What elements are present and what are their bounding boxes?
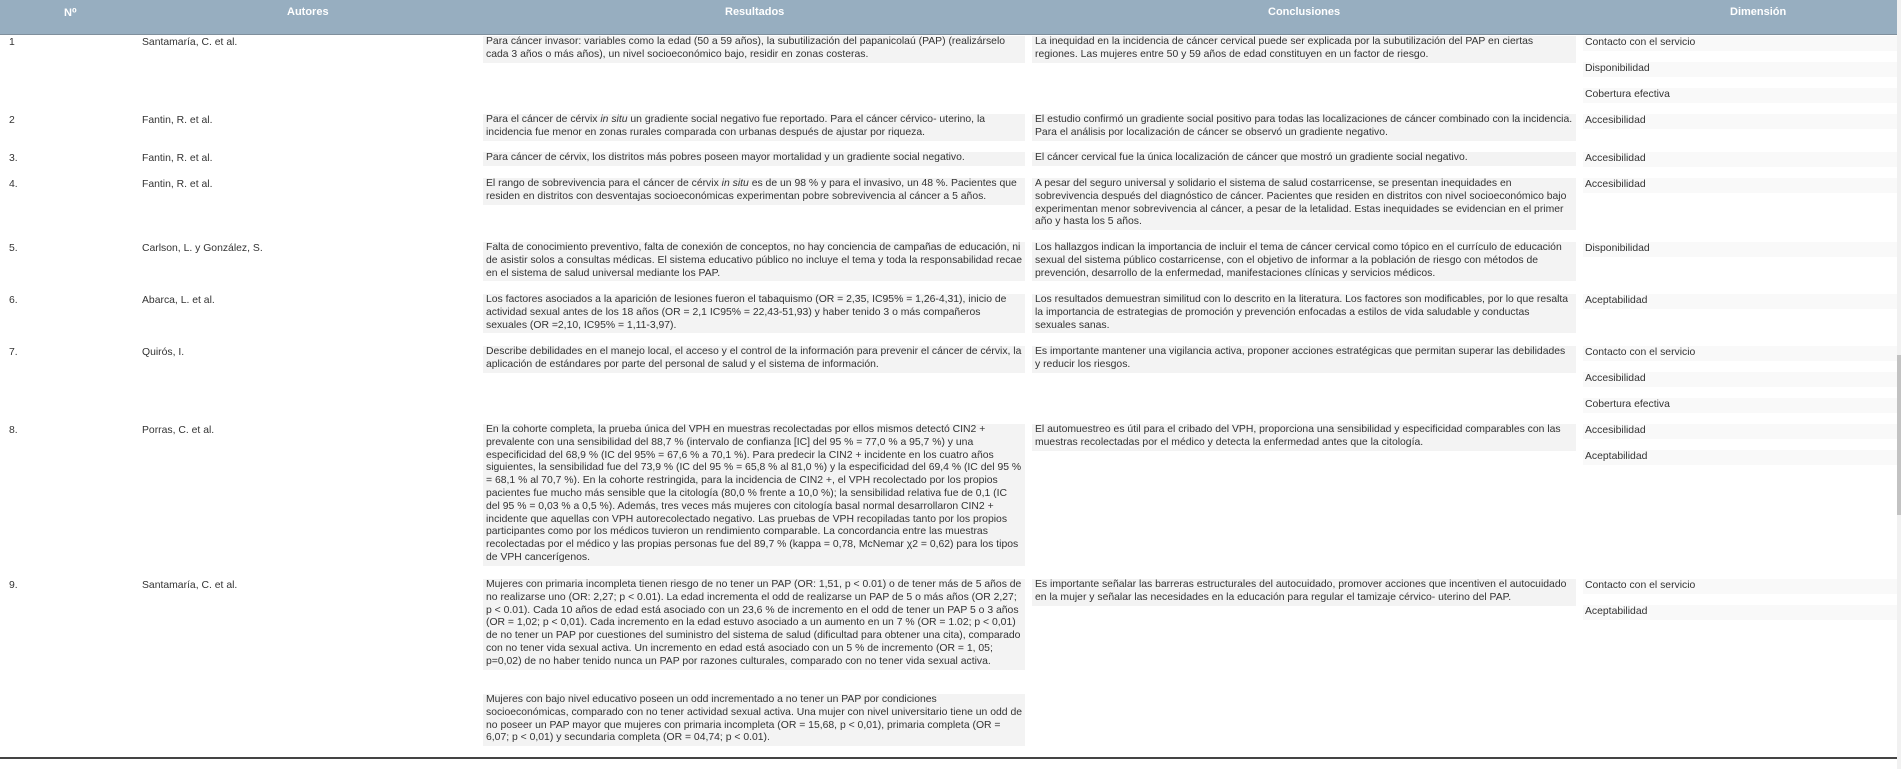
row-results: Los factores asociados a la aparición de lesiones fueron el tabaquismo (OR = 2,35, IC95% = 1,26-4,31), inicio de actividad sexual antes de los 18 años (OR = 2,1 IC95% = 22,43-51,93) y haber tenido 3 o más compañeros sexuales (OR =2,10, IC95% = 1,11-3,97). (483, 294, 1025, 333)
dimension-tag: Contacto con el servicio (1583, 346, 1897, 361)
row-results: Falta de conocimiento preventivo, falta de conexión de conceptos, no hay conciencia de campañas de educación, ni de asistir solos a consultas médicas. El sistema educativo público no incluye el tema y toda la responsabilidad recae en el sistema de salud universal mediante los PAP. (483, 242, 1025, 281)
dimension-tag: Accesibilidad (1583, 178, 1897, 193)
row-results: El rango de sobrevivencia para el cáncer de cérvix in situ es de un 98 % y para el invasivo, un 48 %. Pacientes que residen en distritos con desventajas socioeconómicas experimentan pobre sobrevivencia al cáncer a 5 años. (483, 178, 1025, 205)
header-conclusiones: Conclusiones (1268, 6, 1341, 18)
row-number: 8. (9, 425, 18, 436)
header-autores: Autores (287, 6, 329, 18)
row-results: Describe debilidades en el manejo local, el acceso y el control de la información para prevenir el cáncer de cérvix, la aplicación de estándares por parte del personal de salud y el sistema de información. (483, 346, 1025, 373)
scrollbar-thumb[interactable] (1897, 355, 1901, 515)
row-number: 2 (9, 115, 15, 126)
dimension-tag: Disponibilidad (1583, 242, 1897, 257)
row-authors: Fantin, R. et al. (142, 179, 213, 190)
row-conclusions: El automuestreo es útil para el cribado del VPH, proporciona una sensibilidad y especificidad comparables con las muestras recolectadas por el médico y detecta la enfermedad antes que la citología. (1032, 424, 1576, 451)
row-authors: Santamaría, C. et al. (142, 580, 238, 591)
row-results: En la cohorte completa, la prueba única del VPH en muestras recolectadas por ellos mismos detectó CIN2 + prevalente con una sensibilidad del 88,7 % (intervalo de confianza [IC] del 95 % = 77,0 % a 95,7 %) y una especificidad del 68,9 % (IC del 95% = 67,6 % a 70,1 %). Para predecir la CIN2 + incidente en los cuatro años siguientes, la sensibilidad fue del 73,9 % (IC del 95 % = 65,8 % al 81,0 %) y la especificidad del 69,4 % (IC del 95 % = 68,1 % al 70,7 %). En la cohorte restringida, para la incidencia de CIN2 +, el VPH recolectado por los propios pacientes fue mucho más sensible que la citología (80,0 % frente a 10,0 %); la sensibilidad relativa fue de 0,1 (IC del 95 % = 0,03 % a 0,5 %). Además, tres veces más mujeres con citología basal normal desarrollaron CIN2 + incidente que aquellas con VPH autorecolectado negativo. Las pruebas de VPH recopiladas tanto por los propios participantes como por los médicos tuvieron un rendimiento comparable. La concordancia entre las muestras recolectadas por el médico y las propias personas fue del 89,7 % (kappa = 0,78, McNemar χ2 = 0,62) para los tipos de VPH cancerígenos. (483, 424, 1025, 566)
row-number: 6. (9, 295, 18, 306)
row-conclusions: A pesar del seguro universal y solidario el sistema de salud costarricense, se presentan inequidades en sobrevivencia después del diagnóstico de cáncer. Pacientes que residen en distritos con nivel socioeconómico bajo experimentan menor sobrevivencia al cáncer, a pesar de la letalidad. Estas inequidades se evidencian en el primer año y hasta los 5 años. (1032, 178, 1576, 230)
header-resultados: Resultados (725, 6, 785, 18)
dimension-tag: Contacto con el servicio (1583, 36, 1897, 51)
row-authors: Porras, C. et al. (142, 425, 215, 436)
vertical-scrollbar[interactable] (1897, 0, 1901, 769)
dimension-tag: Cobertura efectiva (1583, 398, 1897, 413)
row-authors: Carlson, L. y González, S. (142, 243, 263, 254)
row-number: 7. (9, 347, 18, 358)
table-bottom-border (0, 757, 1897, 759)
dimension-tag: Accesibilidad (1583, 424, 1897, 439)
row-results-continued: Mujeres con bajo nivel educativo poseen un odd incrementado a no tener un PAP por condiciones socioeconómicas, comparado con no tener actividad sexual activa. Una mujer con nivel universitario tiene un odd de no poseer un PAP mayor que mujeres con primaria incompleta (OR = 15,68, p < 0,01), primaria completa (OR = 6,07; p < 0,01) y secundaria completa (OR = 04,74; p < 0.01). (483, 694, 1025, 746)
row-results: Para el cáncer de cérvix in situ un gradiente social negativo fue reportado. Para el cáncer cérvico- uterino, la incidencia fue menor en zonas rurales comparada con urbanas después de ajustar por riqueza. (483, 114, 1025, 141)
dimension-tag: Cobertura efectiva (1583, 88, 1897, 103)
table-header (0, 0, 1897, 34)
row-number: 9. (9, 580, 18, 591)
row-conclusions: Los hallazgos indican la importancia de incluir el tema de cáncer cervical como tópico en el currículo de educación sexual del sistema público costarricense, con el objetivo de informar a la población de riesgo con métodos de prevención, desarrollo de la enfermedad, manifestaciones clínicas y servicios médicos. (1032, 242, 1576, 281)
header-dimension: Dimensión (1730, 6, 1787, 18)
header-no: N⁰ (64, 7, 77, 19)
row-number: 5. (9, 243, 18, 254)
dimension-tag: Accesibilidad (1583, 372, 1897, 387)
dimension-tag: Accesibilidad (1583, 114, 1897, 129)
row-conclusions: La inequidad en la incidencia de cáncer cervical puede ser explicada por la subutilización del PAP en ciertas regiones. Las mujeres entre 50 y 59 años de edad constituyen en un factor de riesgo. (1032, 36, 1576, 63)
row-conclusions: El cáncer cervical fue la única localización de cáncer que mostró un gradiente social negativo. (1032, 152, 1576, 166)
row-number: 3. (9, 153, 18, 164)
row-authors: Santamaría, C. et al. (142, 37, 238, 48)
row-number: 4. (9, 179, 18, 190)
row-authors: Abarca, L. et al. (142, 295, 215, 306)
dimension-tag: Disponibilidad (1583, 62, 1897, 77)
header-divider (0, 34, 1897, 35)
dimension-tag: Aceptabilidad (1583, 450, 1897, 465)
row-conclusions: Los resultados demuestran similitud con lo descrito en la literatura. Los factores son modificables, por lo que resalta la importancia de estrategias de promoción y prevención enfocadas a estilos de vida saludable y conductas sexuales sanas. (1032, 294, 1576, 333)
row-conclusions: Es importante mantener una vigilancia activa, proponer acciones estratégicas que permitan superar las debilidades y reducir los riesgos. (1032, 346, 1576, 373)
row-conclusions: Es importante señalar las barreras estructurales del autocuidado, promover acciones que incentiven el autocuidado en la mujer y señalar las necesidades en la educación para regular el tamizaje cérvico- uterino del PAP. (1032, 579, 1576, 606)
dimension-tag: Aceptabilidad (1583, 605, 1897, 620)
row-conclusions: El estudio confirmó un gradiente social positivo para todas las localizaciones de cáncer combinado con la incidencia. Para el análisis por localización de cáncer se observó un gradiente negativo. (1032, 114, 1576, 141)
row-authors: Fantin, R. et al. (142, 153, 213, 164)
dimension-tag: Accesibilidad (1583, 152, 1897, 167)
row-results: Para cáncer invasor: variables como la edad (50 a 59 años), la subutilización del papanicolaú (PAP) (realizárselo cada 3 años o más años), un nivel socioeconómico bajo, residir en zonas costeras. (483, 36, 1025, 63)
row-authors: Quirós, I. (142, 347, 185, 358)
row-authors: Fantin, R. et al. (142, 115, 213, 126)
row-results: Para cáncer de cérvix, los distritos más pobres poseen mayor mortalidad y un gradiente social negativo. (483, 152, 1025, 166)
dimension-tag: Aceptabilidad (1583, 294, 1897, 309)
row-results: Mujeres con primaria incompleta tienen riesgo de no tener un PAP (OR: 1,51, p < 0.01) o de tener más de 5 años de no realizarse uno (OR: 2,27; p < 0.01). La edad incrementa el odd de realizarse un PAP de 5 o más años (OR 2,27; p < 0.01). Cada 10 años de edad está asociado con un 23,6 % de incremento en el odd de tener un PAP 5 o 3 años (OR = 1,02; p < 0,01). Cada incremento en la edad estuvo asociado a un aumento en un 7 % (OR = 1.02; p < 0,01) de no tener un PAP por cuestiones del suministro del sistema de salud (dificultad para obtener una cita), comparado con no tener vida sexual activa. Un incremento en edad está asociado con un 5 % de incremento (OR = 1, 05; p=0,02) de no haber tenido nunca un PAP por razones culturales, comparado con no tener vida sexual activa. (483, 579, 1025, 670)
dimension-tag: Contacto con el servicio (1583, 579, 1897, 594)
row-number: 1 (9, 37, 15, 48)
